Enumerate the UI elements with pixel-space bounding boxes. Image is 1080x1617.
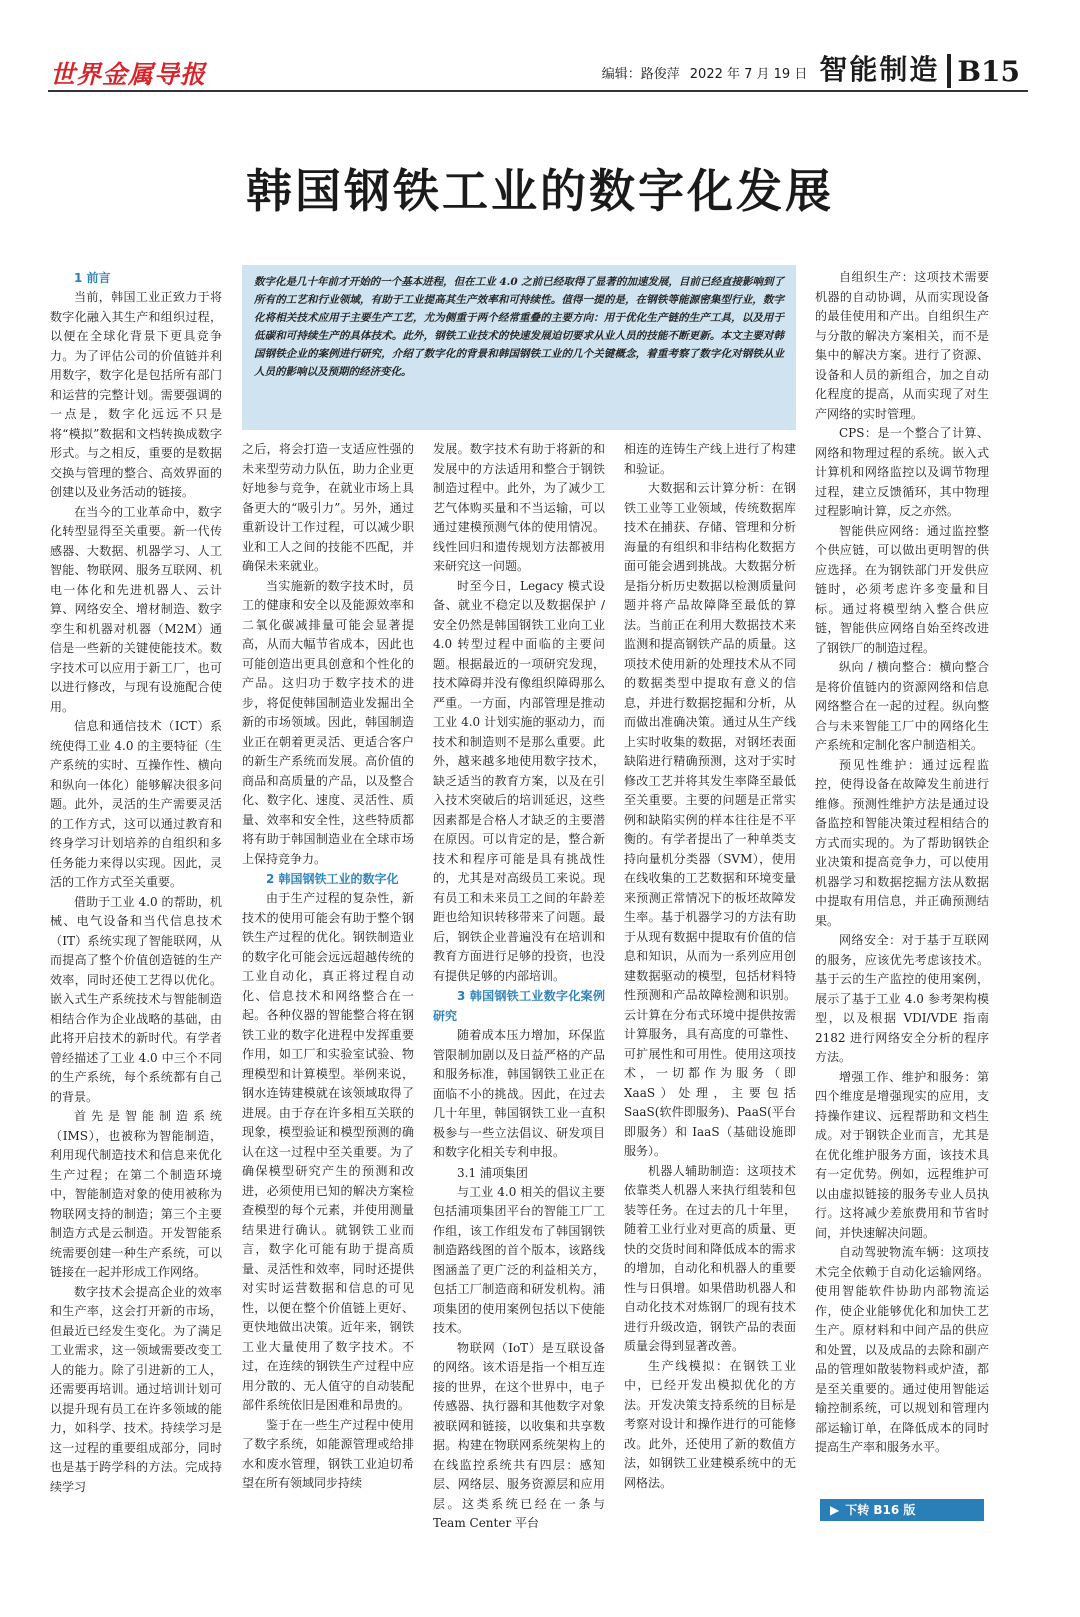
paragraph: 数字技术会提高企业的效率和生产率，这会打开新的市场，但最近已经发生变化。为了满足工业需求，这一领域需要改变工人的能力。除了引进新的工人，还需要再培训。通过培训计划可以提升现有员工在许多领域的能力，如科学、技术。持续学习是这一过程的重要组成部分，同时也是基于跨学科的方法。完成持续学习 [50,1284,222,1494]
paragraph: 由于生产过程的复杂性，新技术的使用可能会有助于整个钢铁生产过程的优化。钢铁制造业的数字化可能会远远超越传统的工业自动化，真正将过程自动化、信息技术和网络整合在一起。各种仪器的智能整合将在钢铁工业的数字化进程中发挥重要作用，如工厂和实验室试验、物理模型和计算模型。举例来说，钢水连铸建模就在该领域取得了进展。由于存在许多相互关联的现象，模型验证和模型预测的确认在这一过程中至关重要。为了确保模型研究产生的预测和改进，必须使用已知的解决方案检查模型的每个元素，并使用测量结果进行确认。就钢铁工业而言，数字化可能有助于提高质量、灵活性和效率，同时还提供对实时运营数据和信息的可见性，以便在整个价值链上更好、更快地做出决策。近年来，钢铁工业大量使用了数字技术。不过，在连续的钢铁生产过程中应用分散的、无人值守的自动装配部件系统依旧是困难和昂贵的。 [242,891,414,1412]
column-2 [242,440,414,1568]
paragraph: 之后，将会打造一支适应性强的未来型劳动力队伍，助力企业更好地参与竞争，在就业市场上具备更大的“吸引力”。另外，通过重新设计工作过程，可以减少职业和工人之间的技能不匹配，并确保未来就业。 [242,442,414,573]
header-divider [947,54,951,88]
paragraph: 当前，韩国工业正致力于将数字化融入其生产和组织过程，以便在全球化背景下更具竞争力。为了评估公司的价值链并利用数字，数字化是包括所有部门和运营的完整计划。需要强调的一点是，数字化远远不只是将“模拟”数据和文档转换成数字形式。与之相反，重要的是数据交换与管理的整合、高效界面的创建以及业务活动的链接。 [50,290,222,499]
editor-credit: 编辑：路俊萍 [601,67,680,82]
paragraph: 自动驾驶物流车辆：这项技术完全依赖于自动化运输网络。使用智能软件协助内部物流运作，使企业能够优化和加快工艺生产。原材料和中间产品的供应和处置，以及成品的去除和副产品的管理如散装物料或炉渣，都是至关重要的。通过使用智能运输控制系统，可以规划和管理内部运输订单，在降低成本的同时提高生产率和服务水平。 [815,1245,989,1454]
paragraph: CPS：是一个整合了计算、网络和物理过程的系统。嵌入式计算机和网络监控以及调节物理过程，建立反馈循环，其中物理过程影响计算，反之亦然。 [815,426,989,518]
paragraph: 借助于工业 4.0 的帮助，机械、电气设备和当代信息技术（IT）系统实现了智能联网，从而提高了整个价值创造链的生产效率，同时还使工艺得以优化。嵌入式生产系统技术与智能制造相结合作为企业战略的基础，由此将开启技术的新时代。有学者曾经描述了工业 4.0 中三个不同的生产系统，每个系统都有自己的背景。 [50,894,222,1104]
paragraph: 当实施新的数字技术时，员工的健康和安全以及能源效率和二氧化碳减排量可能会显著提高，从而大幅节省成本，因此也可能创造出更具创意和个性化的产品。这归功于数字技术的进步，将促使韩国制造业发掘出全新的市场领域。因此，韩国制造业正在朝着更灵活、更适合客户的新生产系统而发展。高价值的商品和高质量的产品，以及整合化、数字化、速度、灵活性、质量、效率和安全性，这些特质都将有助于韩国制造业在全球市场上保持竞争力。 [242,578,414,866]
paragraph: 智能供应网络：通过监控整个供应链，可以做出更明智的供应选择。在为钢铁部门开发供应链时，必须考虑许多变量和目标。通过将模型纳入整合供应链，智能供应网络自始至终改进了钢铁厂的制造过程。 [815,523,989,655]
paragraph: 随着成本压力增加，环保监管限制加剧以及日益严格的产品和服务标准，韩国钢铁工业正在面临不小的挑战。因此，在过去几十年里，韩国钢铁工业一直积极参与一些立法倡议、研发项目和数字化相关专利申报。 [433,1028,605,1159]
paragraph: 增强工作、维护和服务：第四个维度是增强现实的应用，支持操作建议、远程帮助和文档生成。对于钢铁企业而言，尤其是在优化维护服务方面，该技术具有一定优势。例如，远程维护可以由虚拟链接的服务专业人员执行。这将减少差旅费用和节省时间，并快速解决问题。 [815,1069,989,1240]
column-3 [433,440,605,1568]
paragraph: 预见性维护：通过远程监控，使得设备在故障发生前进行维修。预测性维护方法是通过设备监控和智能决策过程相结合的方式而实现的。为了帮助钢铁企业决策和提高竞争力，可以使用机器学习和数据挖掘方法从数据中提取有用信息，并正确预测结果。 [815,757,989,928]
section-heading-digitalization: 2 韩国钢铁工业的数字化 [266,872,399,886]
newspaper-masthead: 世界金属导报 [50,60,207,89]
column-5 [815,268,989,1486]
paragraph: 大数据和云计算分析：在钢铁工业等工业领域，传统数据库技术在捕获、存储、管理和分析海量的有组织和非结构化数据方面可能会遇到挑战。大数据分析是指分析历史数据以检测质量问题并将产品故障降至最低的算法。当前正在利用大数据技术来监测和提高钢铁产品的质量。这项技术使用新的处理技术从不同的数据类型中提取有意义的信息，并进行数据挖掘和分析，从而做出准确决策。通过从生产线上实时收集的数据，对钢坯表面缺陷进行精确预测，这对于实时修改工艺并将其发生率降至最低至关重要。主要的问题是正常实例和缺陷实例的样本往往是不平衡的。有学者提出了一种单类支持向量机分类器（SVM），使用在线收集的工艺数据和环境变量来预测正常情况下的板坯故障发生率。基于机器学习的方法有助于从现有数据中提取有价值的信息和知识，从而为一系列应用创建数据驱动的模型，包括材料特性预测和产品故障检测和识别。云计算在分布式环境中提供按需计算服务，具有高度的可靠性、可扩展性和可用性。使用这项技术，一切都作为服务（即 XaaS）处理，主要包括 SaaS(软件即服务)、PaaS(平台即服务）和 IaaS（基础设施即服务）。 [624,481,796,1158]
paragraph: 相连的连铸生产线上进行了构建和验证。 [624,442,796,476]
article-title: 韩国钢铁工业的数字化发展 [246,164,834,218]
continued-on-page-link[interactable] [820,1499,984,1521]
paragraph: 纵向 / 横向整合：横向整合是将价值链内的资源网络和信息网络整合在一起的过程。纵向整合与未来智能工厂中的网络化生产系统和定制化客户制造相关。 [815,660,989,752]
paragraph: 信息和通信技术（ICT）系统使得工业 4.0 的主要特征（生产系统的实时、互操作性、横向和纵向一体化）能够解决很多问题。此外，灵活的生产需要灵活的工作方式，这可以通过教育和终身学习计划培养的自组织和多任务能力来得以实现。因此，灵活的工作方式至关重要。 [50,719,222,889]
page-header [602,48,1020,88]
page-number: B15 [957,55,1020,88]
paragraph: 生产线模拟：在钢铁工业中，已经开发出模拟优化的方法。开发决策支持系统的目标是考察对设计和操作进行的可能修改。此外，还使用了新的数值方法，如钢铁工业建模系统中的无网格法。 [624,1358,796,1490]
issue-date: 2022 年 7 月 19 日 [689,67,808,82]
triangle-right-icon: ▶ [830,1503,840,1517]
paragraph: 发展。数字技术有助于将新的和发展中的方法适用和整合于钢铁制造过程中。此外，为了减少工艺气体购买量和不当运输，可以通过建模预测气体的使用情况。线性回归和遗传规划方法都被用来研究这一问题。 [433,442,605,573]
paragraph: 自组织生产：这项技术需要机器的自动协调，从而实现设备的最佳使用和产出。自组织生产与分散的解决方案相关，而不是集中的解决方案。进行了资源、设备和人员的新组合，加之自动化程度的提高，从而实现了对生产网络的实时管理。 [815,270,989,421]
paragraph: 与工业 4.0 相关的倡议主要包括浦项集团平台的智能工厂工作组，该工作组发布了韩国钢铁制造路线图的首个版本，该路线图涵盖了更广泛的利益相关方，包括工厂制造商和研发机构。浦项集团的使用案例包括以下使能技术。 [433,1184,605,1335]
paragraph: 机器人辅助制造：这项技术依靠类人机器人来执行组装和包装等任务。在过去的几十年里，随着工业行业对更高的质量、更快的交货时间和降低成本的需求的增加，自动化和机器人的重要性与日俱增。如果借助机器人和自动化技术对炼钢厂的现有技术进行升级改造，钢铁产品的表面质量会得到显著改善。 [624,1163,796,1353]
article-abstract: 数字化是几十年前才开始的一个基本进程，但在工业 4.0 之前已经取得了显著的加速发展，目前已经直接影响到了所有的工艺和行业领域，有助于工业提高其生产效率和可持续性。值得一提的是，在钢铁等能源密集型行业，数字化将相关技术应用于主要生产工艺，尤为侧重于两个经常重叠的主要方向：用于优化生产链的生产工具，以及用于低碳和可持续生产的具体技术。此外，钢铁工业技术的快速发展迫切要求从业人员的技能不断更新。本文主要对韩国钢铁企业的案例进行研究，介绍了数字化的背景和韩国钢铁工业的几个关键概念，着重考察了数字化对钢铁从业人员的影响以及预期的经济变化。 [242,265,796,430]
continued-label: 下转 B16 版 [845,1503,916,1517]
paragraph: 鉴于在一些生产过程中使用了数字系统，如能源管理或给排水和废水管理，钢铁工业迫切希望在所有领域同步持续 [242,1417,414,1490]
section-title: 智能制造 [819,53,940,86]
section-heading-case-study: 3 韩国钢铁工业数字化案例研究 [433,989,605,1023]
paragraph: 网络安全：对于基于互联网的服务，应该优先考虑该技术。基于云的生产监控的使用案例，展示了基于工业 4.0 参考架构模型，以及根据 VDI/VDE 指南 2182 进行网络安全分析的程序方法。 [815,933,989,1064]
section-heading-intro: 1 前言 [74,271,111,285]
paragraph: 首先是智能制造系统（IMS），也被称为智能制造，利用现代制造技术和信息来优化生产过程；在第二个制造环境中，智能制造对象的使用被称为物联网支持的制造；第三个主要制造方式是云制造。开发智能系统需要创建一种生产系统，可以链接在一起并形成工作网络。 [50,1109,222,1279]
paragraph: 物联网（IoT）是互联设备的网络。该术语是指一个相互连接的世界，在这个世界中，电子传感器、执行器和其他数字对象被联网和链接，以收集和共享数据。构建在物联网系统架构上的在线监控系统共有四层：感知层、网络层、服务资源层和应用层。这类系统已经在一条与 Team Center 平台 [433,1340,605,1530]
column-4 [624,440,796,1568]
column-1 [50,268,222,1568]
subsection-heading-posco: 3.1 浦项集团 [457,1165,528,1180]
paragraph: 在当今的工业革命中，数字化转型显得至关重要。新一代传感器、大数据、机器学习、人工智能、物联网、服务互联网、机电一体化和先进机器人、云计算、网络安全、增材制造、数字孪生和机器对机器（M2M）通信是一些新的关键使能技术。数字技术可以应用于新工厂，也可以进行修改，与现有设施配合使用。 [50,504,222,714]
paragraph: 时至今日，Legacy 模式设备、就业不稳定以及数据保护 / 安全仍然是韩国钢铁工业向工业 4.0 转型过程中面临的主要问题。根据最近的一项研究发现，技术障碍并没有像组织障碍那么严重。一方面，内部管理是推动工业 4.0 计划实施的驱动力，而技术和制造则不是那么重要。此外，越来越多地使用数字技术，缺乏适当的教育方案，以及在引入技术突破后的培训延迟，这些因素都是合格人才缺乏的主要潜在原因。可以肯定的是，整合新技术和程序可能是具有挑战性的，尤其是对高级员工来说。现有员工和未来员工之间的年龄差距也给知识转移带来了问题。最后，钢铁企业普遍没有在培训和教育方面进行足够的投资，也没有提供足够的内部培训。 [433,578,605,983]
header-rule [48,90,1028,92]
